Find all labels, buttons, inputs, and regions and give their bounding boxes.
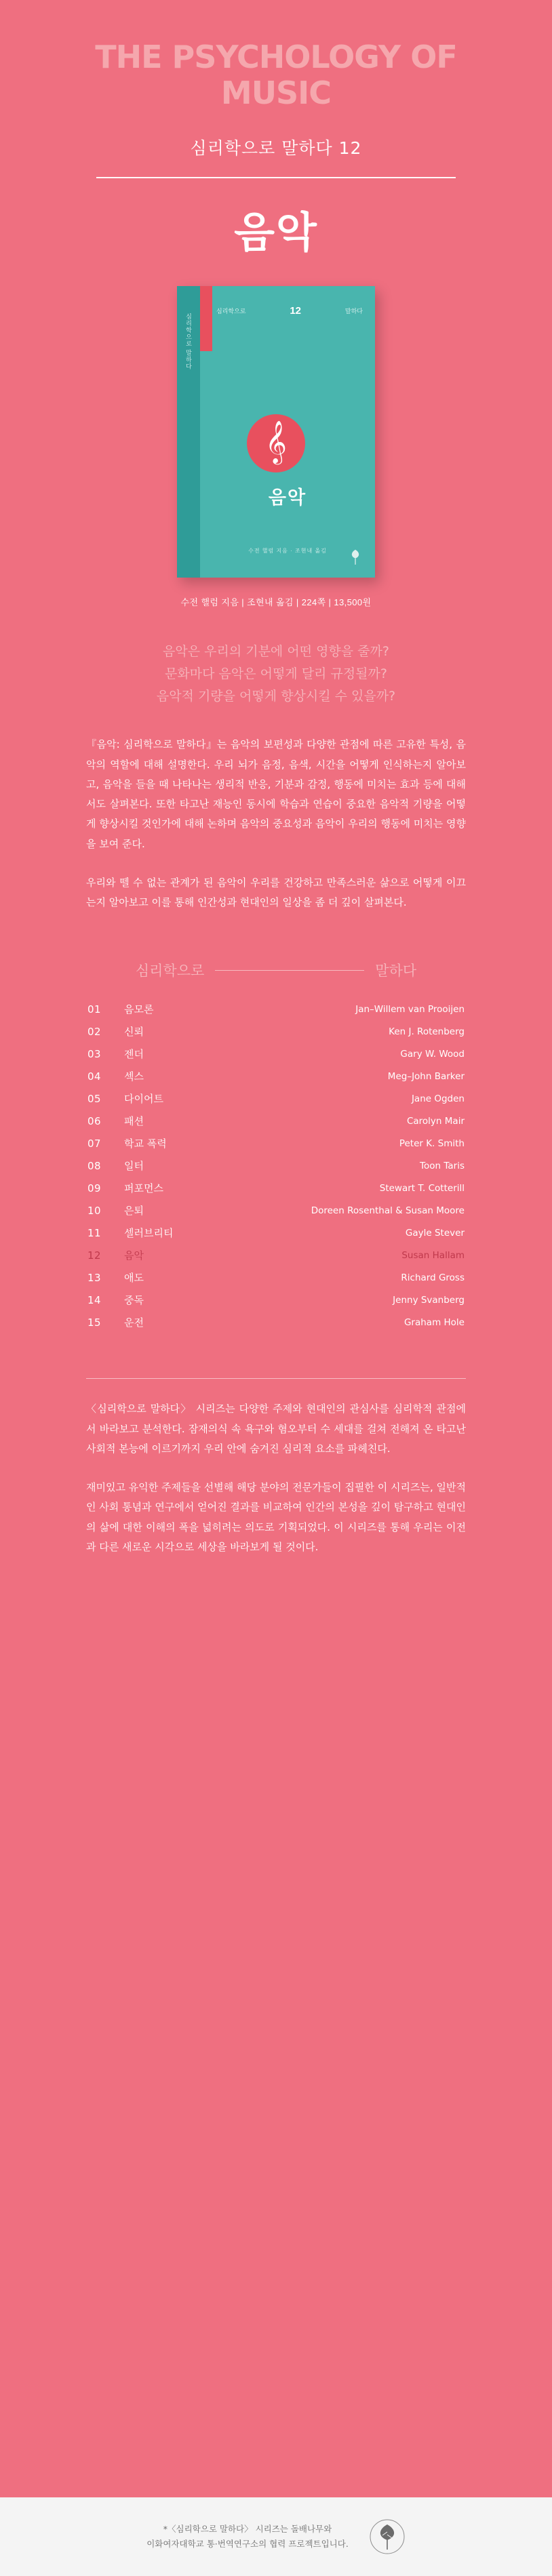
question-list <box>0 641 552 708</box>
table-row <box>87 1154 465 1177</box>
book-top-row <box>216 305 363 317</box>
series-item-author: Stewart T. Cotterill <box>379 1182 465 1194</box>
bottom-bar <box>0 2497 552 2576</box>
series-item-title: 젠더 <box>124 1048 144 1061</box>
series-heading-right: 말하다 <box>375 963 417 980</box>
table-row <box>87 1132 465 1154</box>
series-item-number: 04 <box>87 1070 102 1083</box>
series-item-author: Richard Gross <box>401 1272 465 1283</box>
page-title: 음악 <box>234 207 318 257</box>
book-cover-author: 수전 핼럼 지음 · 조현내 옮김 <box>248 547 327 554</box>
bottom-bar-line2: 이화여자대학교 통·번역연구소의 협력 프로젝트입니다. <box>146 2539 349 2549</box>
series-heading-left: 심리학으로 <box>135 963 205 980</box>
table-row <box>87 1289 465 1311</box>
table-row <box>87 1311 465 1333</box>
series-item-number: 05 <box>87 1092 102 1105</box>
series-item-author: Susan Hallam <box>401 1249 465 1261</box>
english-title-line1: THE PSYCHOLOGY OF <box>95 39 457 75</box>
series-subtitle: 심리학으로 말하다 12 <box>190 138 362 158</box>
english-title-line2: MUSIC <box>220 75 332 112</box>
series-item-author: Toon Taris <box>420 1160 465 1171</box>
series-item-title: 음모론 <box>124 1003 154 1016</box>
series-item-number: 11 <box>87 1226 102 1239</box>
table-row <box>87 1043 465 1065</box>
tree-logo-icon <box>348 548 363 565</box>
series-item-number: 03 <box>87 1047 102 1060</box>
english-title <box>0 39 552 112</box>
table-row <box>87 1244 465 1266</box>
series-item-title: 학교 폭력 <box>124 1138 167 1150</box>
description-paragraph-1: 『음악: 심리학으로 말하다』는 음악의 보편성과 다양한 관점에 따른 고유한 특성, 음악의 역할에 대해 설명한다. 우리 뇌가 음정, 음색, 시간을 어떻게 인식하는지 알아보고, 음악을 들을 때 나타나는 생리적 반응, 기분과 감정, 행동에 미치는 효과 등에 대해서도 살펴본다. 또한 타고난 재능인 동시에 학습과 연습이 중요한 음악적 기량을 어떻게 향상시킬 것인가에 대해 논하며 음악의 중요성과 음악이 우리의 행동에 미치는 영향을 보여 준다. <box>86 738 466 850</box>
table-row <box>87 1222 465 1244</box>
header-divider <box>96 177 456 178</box>
series-item-title: 일터 <box>124 1160 144 1173</box>
series-item-author: Graham Hole <box>403 1316 465 1328</box>
series-section <box>0 960 552 1333</box>
series-item-title: 다이어트 <box>124 1093 163 1106</box>
book-top-right-label: 말하다 <box>344 307 363 315</box>
question-1: 음악은 우리의 기분에 어떤 영향을 줄까? <box>163 643 389 659</box>
tree-logo-icon <box>369 2518 406 2555</box>
table-row <box>87 1020 465 1043</box>
series-item-title: 셀러브리티 <box>124 1227 174 1240</box>
bottom-bar-text <box>146 2522 349 2552</box>
series-item-number: 08 <box>87 1159 102 1172</box>
question-3: 음악적 기량을 어떻게 향상시킬 수 있을까? <box>156 689 396 704</box>
series-item-author: Doreen Rosenthal & Susan Moore <box>311 1205 465 1216</box>
series-heading <box>0 960 552 980</box>
series-item-number: 02 <box>87 1025 102 1038</box>
series-item-number: 09 <box>87 1182 102 1194</box>
table-row <box>87 1065 465 1087</box>
series-item-author: Meg–John Barker <box>387 1070 465 1082</box>
header <box>0 0 552 259</box>
book-top-left-label: 심리학으로 <box>216 307 246 315</box>
series-item-number: 13 <box>87 1271 102 1284</box>
series-item-title: 패션 <box>124 1115 144 1128</box>
series-item-title: 음악 <box>124 1249 144 1262</box>
series-item-number: 12 <box>87 1249 102 1262</box>
series-item-title: 운전 <box>124 1316 144 1329</box>
series-item-number: 07 <box>87 1137 102 1150</box>
series-about-divider <box>86 1378 466 1379</box>
series-item-author: Ken J. Rotenberg <box>389 1026 465 1037</box>
series-item-number: 14 <box>87 1293 102 1306</box>
book-bookmark <box>200 286 212 351</box>
treble-clef-icon: 𝄞 <box>247 414 305 472</box>
series-item-number: 01 <box>87 1003 102 1015</box>
series-item-title: 애도 <box>124 1272 144 1285</box>
table-row <box>87 1110 465 1132</box>
series-item-author: Carolyn Mair <box>406 1115 465 1127</box>
series-item-title: 섹스 <box>124 1070 144 1083</box>
series-item-author: Peter K. Smith <box>399 1138 465 1149</box>
series-about-paragraph-1: 〈심리학으로 말하다〉 시리즈는 다양한 주제와 현대인의 관심사를 심리학적 관점에서 바라보고 분석한다. 잠재의식 속 욕구와 혐오부터 수 세대를 걸쳐 전해져 온 타고난 사회적 본능에 이르기까지 우리 안에 숨겨진 심리적 요소를 파헤친다. <box>86 1403 466 1455</box>
table-row <box>87 1266 465 1289</box>
book-meta: 수전 핼럼 지음 | 조현내 옮김 | 224쪽 | 13,500원 <box>180 597 372 607</box>
series-item-author: Jenny Svanberg <box>393 1294 465 1306</box>
series-about-paragraph-2: 재미있고 유익한 주제들을 선별해 해당 분야의 전문가들이 집필한 이 시리즈는, 일반적인 사회 통념과 연구에서 얻어진 결과를 비교하여 인간의 본성을 깊이 탐구하고 현대인의 삶에 대한 이해의 폭을 넓히려는 의도로 기획되었다. 이 시리즈를 통해 우리는 이전과 다른 새로운 시각으로 세상을 바라보게 될 것이다. <box>86 1481 466 1553</box>
series-item-number: 15 <box>87 1316 102 1329</box>
series-item-author: Gary W. Wood <box>400 1048 465 1060</box>
series-item-title: 중독 <box>124 1294 144 1307</box>
book-cover-wrap <box>0 286 552 578</box>
bottom-bar-line1: *〈심리학으로 말하다〉 시리즈는 돌배나무와 <box>163 2523 332 2534</box>
series-item-author: Jane Ogden <box>411 1093 465 1104</box>
series-item-number: 10 <box>87 1204 102 1217</box>
book-volume-number: 12 <box>290 304 302 317</box>
table-row <box>87 1087 465 1110</box>
table-row <box>87 1199 465 1222</box>
series-item-number: 06 <box>87 1114 102 1127</box>
series-item-title: 퍼포먼스 <box>124 1182 163 1195</box>
series-table <box>87 998 465 1333</box>
description-paragraph-2: 우리와 뗄 수 없는 관계가 된 음악이 우리를 건강하고 만족스러운 삶으로 어떻게 이끄는지 알아보고 이를 통해 인간성과 현대인의 일상을 좀 더 깊이 살펴본다. <box>86 876 466 909</box>
series-item-title: 신뢰 <box>124 1026 144 1039</box>
series-heading-rule <box>215 970 364 971</box>
series-about <box>86 1378 466 1557</box>
series-item-title: 은퇴 <box>124 1205 144 1217</box>
series-item-author: Gayle Stever <box>405 1227 465 1239</box>
book-description <box>86 735 466 912</box>
series-item-author: Jan–Willem van Prooijen <box>355 1003 465 1015</box>
book-cover <box>177 286 375 578</box>
table-row <box>87 1177 465 1199</box>
table-row <box>87 998 465 1020</box>
question-2: 문화마다 음악은 어떻게 달리 규정될까? <box>165 666 387 681</box>
book-cover-title: 음악 <box>268 487 307 508</box>
book-spine-text: 심리학으로 말하다 <box>185 313 192 370</box>
book-spine <box>177 286 200 578</box>
